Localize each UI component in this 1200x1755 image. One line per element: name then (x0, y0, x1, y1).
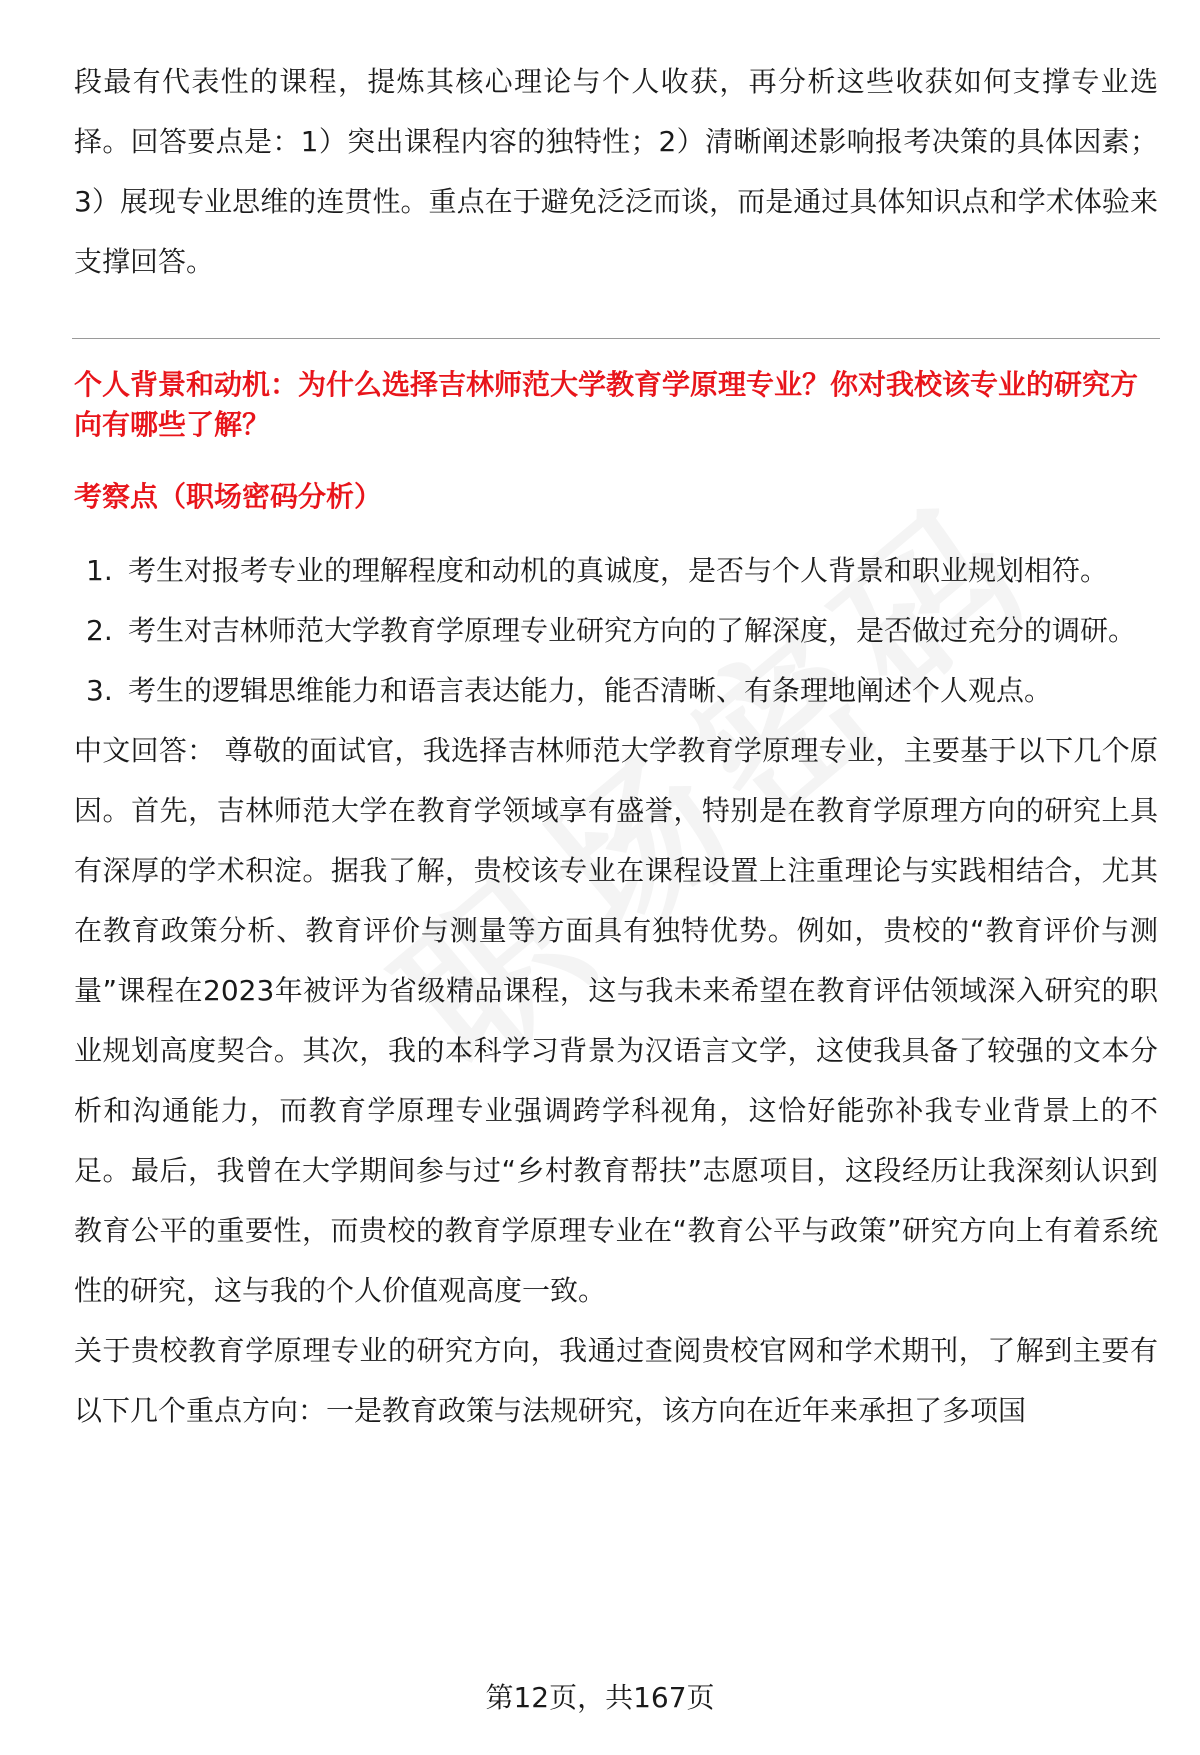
answer-paragraph: 中文回答： 尊敬的面试官，我选择吉林师范大学教育学原理专业，主要基于以下几个原因。首先，吉林师范大学在教育学领域享有盛誉，特别是在教育学原理方向的研究上具有深厚的学术积淀。据我了解，贵校该专业在课程设置上注重理论与实践相结合，尤其在教育政策分析、教育评价与测量等方面具有独特优势。例如，贵校的“教育评价与测量”课程在2023年被评为省级精品课程，这与我未来希望在教育评估领域深入研究的职业规划高度契合。其次，我的本科学习背景为汉语言文学，这使我具备了较强的文本分析和沟通能力，而教育学原理专业强调跨学科视角，这恰好能弥补我专业背景上的不足。最后，我曾在大学期间参与过“乡村教育帮扶”志愿项目，这段经历让我深刻认识到教育公平的重要性，而贵校的教育学原理专业在“教育公平与政策”研究方向上有着系统性的研究，这与我的个人价值观高度一致。 (74, 734, 1158, 1307)
list-item (74, 541, 1158, 601)
list-item (74, 661, 1158, 721)
assessment-points-list (74, 541, 1158, 721)
intro-paragraph: 段最有代表性的课程，提炼其核心理论与个人收获，再分析这些收获如何支撑专业选择。回答要点是：1）突出课程内容的独特性；2）清晰阐述影响报考决策的具体因素；3）展现专业思维的连贯性。重点在于避免泛泛而谈，而是通过具体知识点和学术体验来支撑回答。 (74, 65, 1158, 278)
list-item-number: 2. (86, 614, 113, 647)
list-item-text: 考生对报考专业的理解程度和动机的真诚度，是否与个人背景和职业规划相符。 (128, 554, 1109, 587)
page-content (74, 52, 1158, 1441)
list-item-number: 1. (86, 554, 113, 587)
list-item (74, 601, 1158, 661)
page-footer: 第12页，共167页 (485, 1681, 715, 1714)
list-item-text: 考生的逻辑思维能力和语言表达能力，能否清晰、有条理地阐述个人观点。 (128, 674, 1053, 707)
list-item-number: 3. (86, 674, 113, 707)
research-paragraph: 关于贵校教育学原理专业的研究方向，我通过查阅贵校官网和学术期刊，了解到主要有以下几个重点方向：一是教育政策与法规研究，该方向在近年来承担了多项国 (74, 1334, 1158, 1427)
section-divider (72, 338, 1160, 339)
section-heading: 考察点（职场密码分析） (74, 480, 383, 513)
question-title: 个人背景和动机：为什么选择吉林师范大学教育学原理专业？你对我校该专业的研究方向有哪些了解？ (74, 368, 1139, 441)
list-item-text: 考生对吉林师范大学教育学原理专业研究方向的了解深度，是否做过充分的调研。 (128, 614, 1137, 647)
